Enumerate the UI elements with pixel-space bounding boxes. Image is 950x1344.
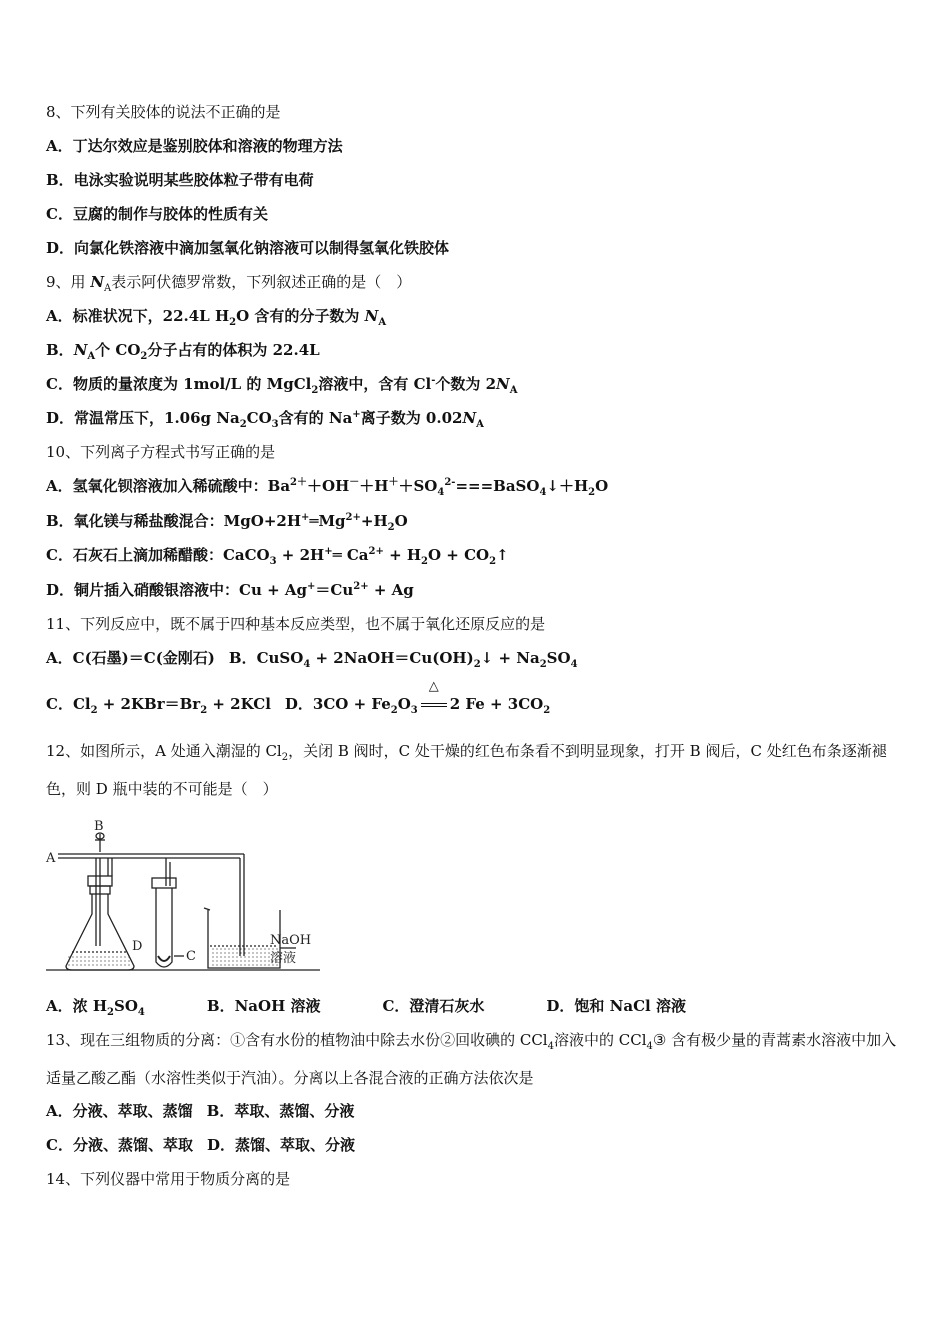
q8-option-a: A．丁达尔效应是鉴别胶体和溶液的物理方法: [46, 137, 343, 155]
q13-options-cd: [46, 1135, 355, 1155]
q8-option-b: B．电泳实验说明某些胶体粒子带有电荷: [46, 171, 314, 189]
q13-option-b: B．萃取、蒸馏、分液: [206, 1102, 355, 1120]
q12-option-a: A．浓 $H_2SO_4$: [46, 997, 145, 1018]
label-b: B: [94, 819, 104, 834]
label-a: A: [46, 851, 56, 866]
q9-option-c: C．物质的量浓度为 1mol/L 的 MgCl$_2$溶液中，含有 Cl-个数为 $2N_A$: [46, 375, 518, 396]
label-naoh: NaOH: [270, 933, 312, 948]
q11-option-a: A．C(石墨)＝C(金刚石): [46, 649, 215, 667]
q13-option-a: A．分液、萃取、蒸馏: [46, 1102, 193, 1120]
q9-option-b: B．$N_A$个 $CO_2$分子占有的体积为 22.4L: [46, 341, 320, 362]
q11-option-c: C．$Cl_2 + 2KBr=Br_2 + 2KCl$: [46, 695, 271, 716]
q11-options-cd: [46, 679, 551, 716]
q11-option-d: D．$3CO + Fe_2O_3$ △ 2 $Fe + 3CO_2$: [284, 679, 551, 716]
heating-equals-sign: △: [420, 694, 448, 714]
q8-option-d: D．向氯化铁溶液中滴加氢氧化钠溶液可以制得氢氧化铁胶体: [46, 239, 450, 257]
q14-stem: 14、下列仪器中常用于物质分离的是: [46, 1170, 291, 1188]
q12-option-b: B．NaOH 溶液: [206, 997, 321, 1015]
q9-option-a: A．标准状况下，22.4L $H_2O$ 含有的分子数为 $N_A$: [46, 307, 387, 328]
q10-stem: 10、下列离子方程式书写正确的是: [46, 443, 276, 461]
q13-options-ab: [46, 1101, 354, 1121]
q12-option-c: C．澄清石灰水: [382, 997, 485, 1015]
q13-option-c: C．分液、蒸馏、萃取: [46, 1136, 193, 1154]
label-d: D: [132, 939, 143, 954]
q11-option-b: B．CuSO$_4$ + $2NaOH=Cu(OH)_2↓ + Na_2SO_4$: [228, 649, 578, 670]
q13-option-d: D．蒸馏、萃取、分液: [206, 1136, 355, 1154]
q9-option-d: D．常温常压下，1.06g $Na_2CO_3$含有的 Na+离子数为 $0.02N_A$: [46, 409, 484, 430]
q10-option-b: B．氧化镁与稀盐酸混合：$MgO+2H^+═Mg^{2+}+H_2O$: [46, 512, 408, 533]
q8-option-c: C．豆腐的制作与胶体的性质有关: [46, 205, 268, 223]
q10-option-c: C．石灰石上滴加稀醋酸：CaCO$_3$ + 2H+═ $Ca^{2+} + H_2O$ + $CO_2↑$: [46, 546, 509, 567]
q11-stem: 11、下列反应中，既不属于四种基本反应类型，也不属于氧化还原反应的是: [46, 615, 546, 633]
q12-options: [46, 996, 686, 1016]
q10-option-a: A．氢氧化钡溶液加入稀硫酸中：$Ba^{2+}+OH^-+H^++SO_4^{2-}===BaSO_4↓+H_2O$: [46, 477, 609, 498]
label-solution: 溶液: [270, 951, 297, 966]
q10-option-d: D．铜片插入硝酸银溶液中：$Cu + Ag^+=Cu^{2+} + Ag$: [46, 581, 414, 599]
q13-stem: 13、现在三组物质的分离：①含有水份的植物油中除去水份②回收碘的 CCl$_4$溶液中的 CCl$_4$③ 含有极少量的青蒿素水溶液中加入适量乙酸乙酯（水溶性类似于汽油）。分离以上各混合液的正确方法依次是: [46, 1031, 897, 1087]
q12-option-d: D．饱和 NaCl 溶液: [546, 997, 686, 1015]
apparatus-figure: [44, 816, 324, 976]
label-c: C: [186, 949, 196, 964]
q8-stem: 8、下列有关胶体的说法不正确的是: [46, 103, 281, 121]
q9-stem: 9、用 $N_A$表示阿伏德罗常数，下列叙述正确的是（ ）: [46, 273, 412, 294]
q12-stem: 12、如图所示，A 处通入潮湿的 $Cl_2$，关闭 B 阀时，C 处干燥的红色布条看不到明显现象，打开 B 阀后，C 处红色布条逐渐褪色，则 D 瓶中装的不可能是（ ）: [46, 742, 887, 798]
q11-options-ab: [46, 648, 578, 668]
